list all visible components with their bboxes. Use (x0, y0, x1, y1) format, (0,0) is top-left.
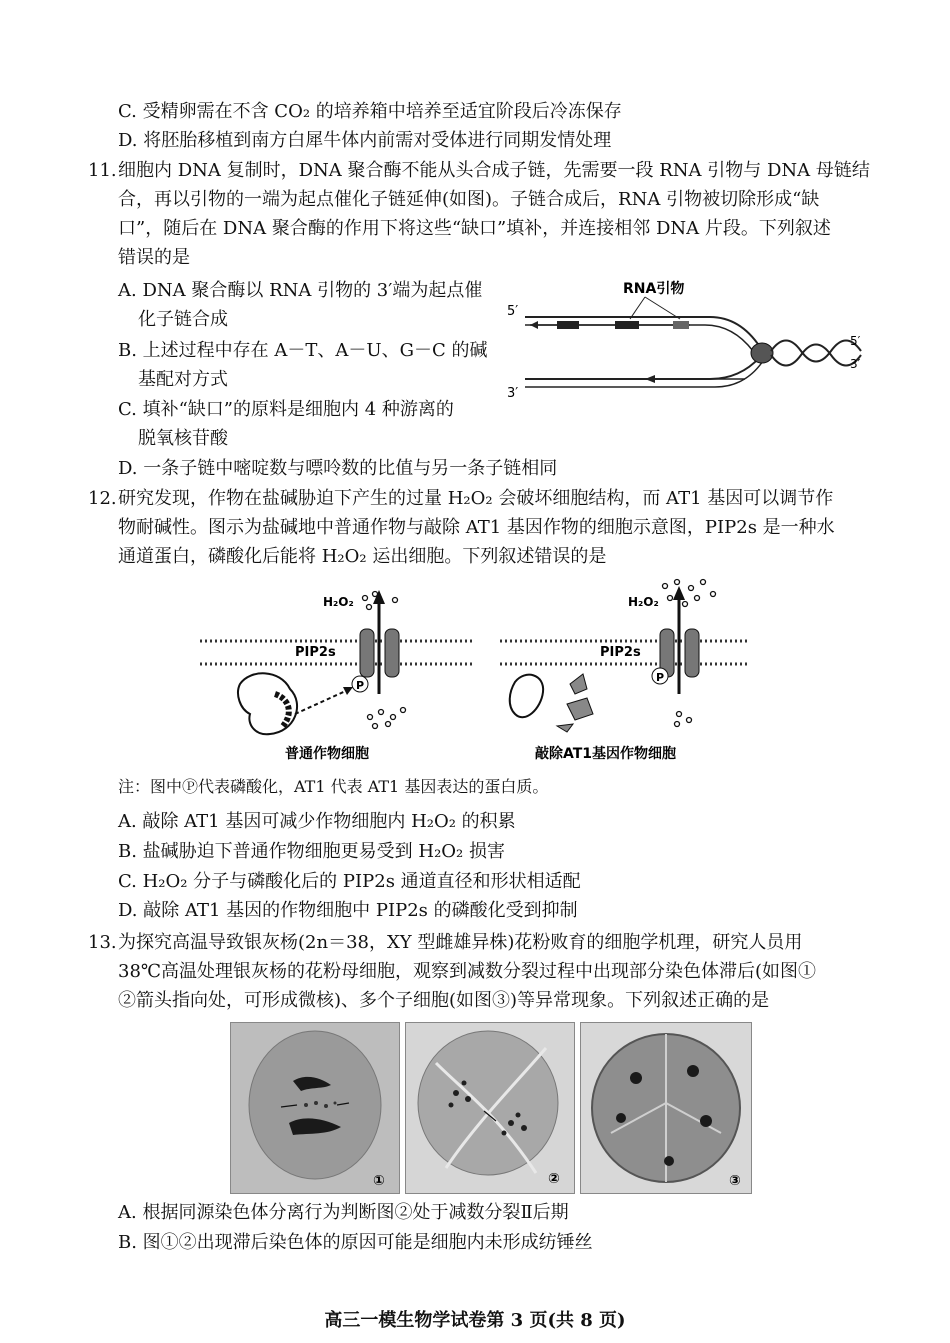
label-5-prime-top: 5′ (507, 304, 519, 319)
q13-stem-line3: ②箭头指向处，可形成微核)、多个子细胞(如图③)等异常现象。下列叙述正确的是 (118, 990, 770, 1011)
q11-option-d: D. 一条子链中嘧啶数与嘌呤数的比值与另一条子链相同 (118, 458, 558, 479)
h2o2-label-right: H₂O₂ (628, 595, 659, 609)
q12-stem-line3: 通道蛋白，磷酸化后能将 H₂O₂ 运出细胞。下列叙述错误的是 (118, 546, 607, 567)
helicase-blob (751, 343, 773, 363)
q12-number: 12. (88, 488, 117, 509)
at1-debris-3 (557, 724, 573, 732)
q11-stem-line3: 口”，随后在 DNA 聚合酶的作用下将这些“缺口”填补，并连接相邻 DNA 片段。下列叙述 (118, 218, 831, 239)
micrograph-panel-2 (405, 1022, 575, 1194)
page-footer: 高三一模生物学试卷第 3 页(共 8 页) (324, 1310, 626, 1331)
q13-number: 13. (88, 932, 117, 953)
label-5-prime-right: 5′ (850, 334, 861, 348)
pip2s-channel-left-a (360, 629, 374, 677)
q12-option-c: C. H₂O₂ 分子与磷酸化后的 PIP2s 通道直径和形状相适配 (118, 871, 581, 892)
rna-primer-block-2 (615, 321, 639, 329)
fig-label-1: ① (373, 1173, 385, 1189)
q11-option-b-line2: 基配对方式 (138, 369, 228, 390)
pip2s-cell-figure (195, 574, 755, 774)
q12-stem-line2: 物耐碱性。图示为盐碱地中普通作物与敲除 AT1 基因作物的细胞示意图，PIP2s 是一种水 (118, 517, 835, 538)
pip2s-label-left: PIP2s (295, 645, 336, 660)
q11-stem-line1: 细胞内 DNA 复制时，DNA 聚合酶不能从头合成子链，先需要一段 RNA 引物与 DNA 母链结 (118, 160, 870, 181)
q12-option-a: A. 敲除 AT1 基因可减少作物细胞内 H₂O₂ 的积累 (118, 811, 516, 832)
label-3-prime-right: 3′ (850, 357, 861, 371)
h2o2-molecules-right-top (663, 580, 716, 607)
rna-primer-block-3 (673, 321, 689, 329)
h2o2-molecules-right-bottom (675, 712, 692, 727)
q13-option-b: B. 图①②出现滞后染色体的原因可能是细胞内未形成纺锤丝 (118, 1232, 593, 1253)
q13-stem-line1: 为探究高温导致银灰杨(2n＝38，XY 型雌雄异株)花粉败育的细胞学机理，研究人员用 (118, 932, 803, 953)
q11-stem-line4: 错误的是 (118, 247, 190, 268)
caption-knockout-cell: 敲除AT1基因作物细胞 (535, 746, 677, 762)
q11-stem-line2: 合，再以引物的一端为起点催化子链延伸(如图)。子链合成后，RNA 引物被切除形成“缺 (118, 189, 820, 210)
q12-stem-line1: 研究发现，作物在盐碱胁迫下产生的过量 H₂O₂ 会破坏细胞结构，而 AT1 基因可以调节作 (118, 488, 834, 509)
q13-option-a: A. 根据同源染色体分离行为判断图②处于减数分裂Ⅱ后期 (118, 1202, 569, 1223)
label-3-prime-bottom: 3′ (507, 386, 519, 401)
fig-label-2: ② (548, 1171, 560, 1187)
h2o2-molecules-left-bottom (368, 708, 406, 729)
q12-note: 注：图中Ⓟ代表磷酸化，AT1 代表 AT1 基因表达的蛋白质。 (118, 777, 549, 796)
caption-normal-cell: 普通作物细胞 (285, 746, 369, 762)
q11-option-c-line2: 脱氧核苷酸 (138, 428, 228, 449)
q12-option-d: D. 敲除 AT1 基因的作物细胞中 PIP2s 的磷酸化受到抑制 (118, 900, 578, 921)
q11-number: 11. (88, 160, 117, 181)
pip2s-channel-right-b (685, 629, 699, 677)
q10-option-c: C. 受精卵需在不含 CO₂ 的培养箱中培养至适宜阶段后冷冻保存 (118, 101, 622, 122)
q10-option-d: D. 将胚胎移植到南方白犀牛体内前需对受体进行同期发情处理 (118, 130, 612, 151)
q11-option-a-line1: A. DNA 聚合酶以 RNA 引物的 3′端为起点催 (118, 280, 483, 301)
at1-protein-left (238, 673, 297, 734)
q12-option-b: B. 盐碱胁迫下普通作物细胞更易受到 H₂O₂ 损害 (118, 841, 505, 862)
rna-primer-label: RNA引物 (623, 281, 685, 297)
at1-debris-2 (567, 698, 593, 720)
q11-option-b-line1: B. 上述过程中存在 A－T、A－U、G－C 的碱 (118, 340, 488, 361)
pip2s-label-right: PIP2s (600, 645, 641, 660)
q11-option-c-line1: C. 填补“缺口”的原料是细胞内 4 种游离的 (118, 399, 454, 420)
h2o2-label-left: H₂O₂ (323, 595, 354, 609)
fig-label-3: ③ (729, 1173, 741, 1189)
p-label-left: P (356, 679, 365, 692)
micrograph-panel-1 (230, 1022, 400, 1194)
q13-stem-line2: 38℃高温处理银灰杨的花粉母细胞，观察到减数分裂过程中出现部分染色体滞后(如图① (118, 961, 817, 982)
at1-fragment-right (510, 675, 543, 718)
q11-option-a-line2: 化子链合成 (138, 309, 228, 330)
rna-primer-block-1 (557, 321, 579, 329)
at1-debris-1 (570, 674, 587, 694)
pip2s-channel-left-b (385, 629, 399, 677)
dna-replication-figure (505, 275, 870, 405)
micrograph-panel-3 (580, 1022, 752, 1194)
p-label-right: P (656, 671, 665, 684)
